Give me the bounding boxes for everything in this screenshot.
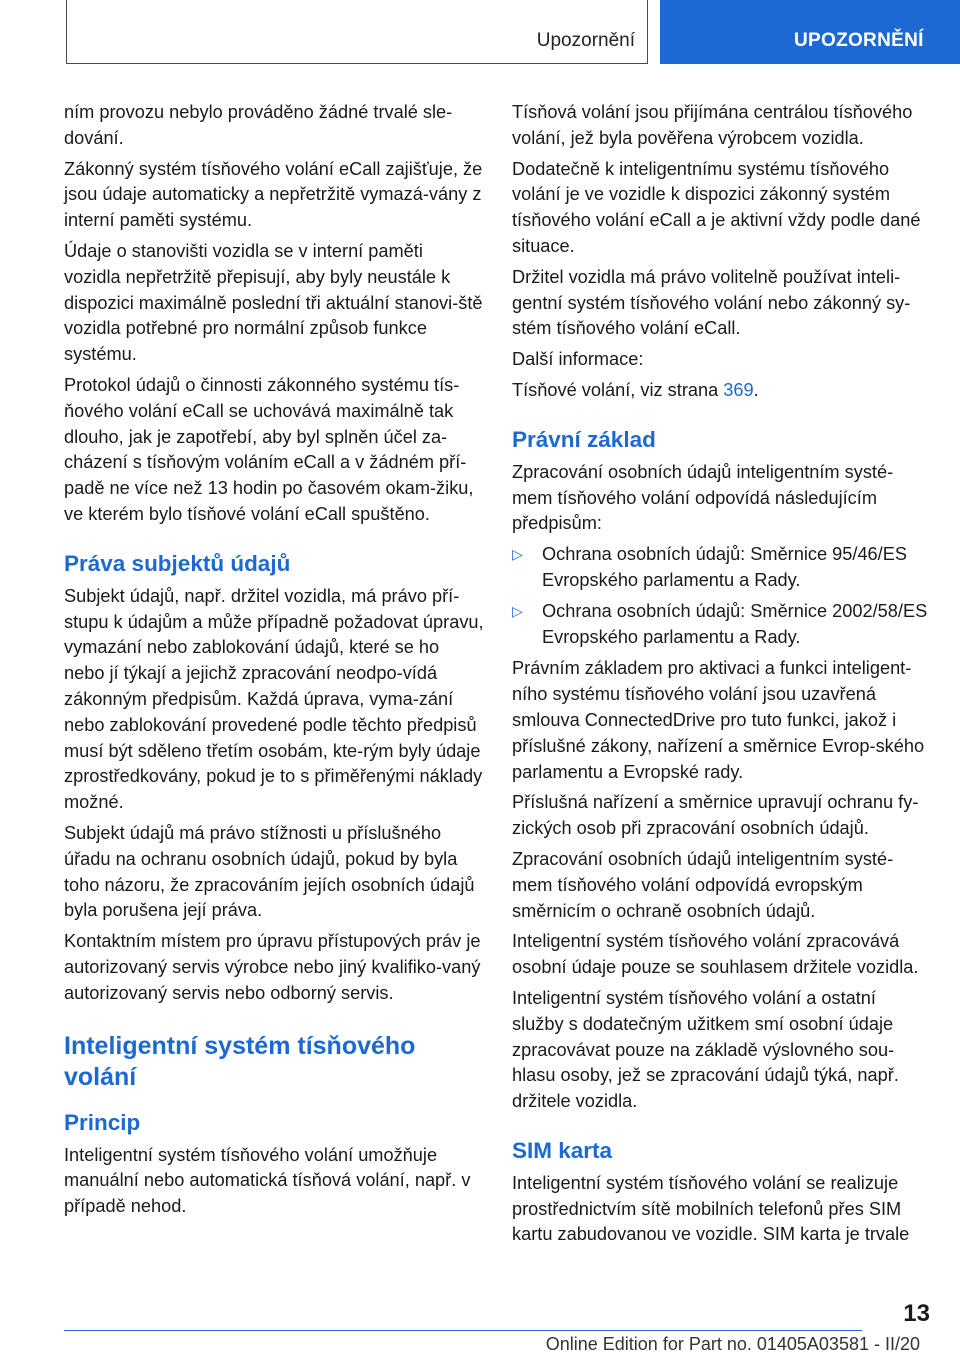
header-section-box	[66, 0, 648, 64]
reference-suffix: .	[753, 379, 759, 400]
list-item	[512, 542, 932, 594]
page-number: 13	[903, 1300, 930, 1327]
list-item-text: Ochrana osobních údajů: Směrnice 2002/58/ES Evropského parlamentu a Rady.	[542, 600, 928, 647]
regulation-list	[512, 542, 932, 650]
paragraph-page-reference	[512, 378, 932, 404]
paragraph: Kontaktním místem pro úpravu přístupových práv je autorizovaný servis výrobce nebo jiný kvalifiko-vaný autorizovaný servis nebo odborný servis.	[64, 931, 481, 1003]
footer-edition: Online Edition for Part no. 01405A03581 - II/20	[545, 1334, 920, 1354]
paragraph: Tísňová volání jsou přijímána centrálou tísňového volání, jež byla pověřena výrobcem vozidla.	[512, 102, 913, 148]
footer-divider	[64, 1330, 862, 1331]
paragraph: Dodatečně k inteligentnímu systému tísňového volání je ve vozidle k dispozici zákonný systém tísňového volání eCall a je aktivní vždy podle dané situace.	[512, 158, 921, 256]
paragraph: Zpracování osobních údajů inteligentním systé-mem tísňového volání odpovídá evropským směrnicím o ochraně osobních údajů.	[512, 848, 894, 921]
paragraph: Inteligentní systém tísňového volání a ostatní služby s dodatečným užitkem smí osobní údaje zpracovávat pouze na základě výslovného sou-hlasu osoby, jež se zpracování údajů týká, např. držitele vozidla.	[512, 987, 899, 1112]
paragraph: Subjekt údajů má právo stížnosti u příslušného úřadu na ochranu osobních údajů, pokud by byla toho názoru, že zpracováním jejích osobních údajů byla porušena její práva.	[64, 822, 475, 921]
reference-text: Tísňové volání, viz strana	[512, 379, 724, 400]
list-item	[512, 599, 932, 651]
heading-legal-basis: Právní základ	[512, 426, 656, 452]
heading-data-subject-rights: Práva subjektů údajů	[64, 550, 291, 576]
left-column	[64, 100, 484, 1225]
paragraph: Držitel vozidla má právo volitelně používat inteli-gentní systém tísňového volání nebo zákonný sy-stém tísňového volání eCall.	[512, 266, 911, 339]
paragraph: Údaje o stanovišti vozidla se v interní paměti vozidla nepřetržitě přepisují, aby byly neustále k dispozici maximálně poslední tři aktuální stanovi-ště vozidla potřebné pro normální způsob funkce systému.	[64, 240, 483, 365]
header-chapter-tab[interactable]	[660, 0, 960, 64]
triangle-bullet-icon: ▷	[512, 546, 523, 563]
header-chapter-label: UPOZORNĚNÍ	[794, 30, 924, 51]
paragraph: Další informace:	[512, 349, 644, 370]
paragraph: Zákonný systém tísňového volání eCall zajišťuje, že jsou údaje automaticky a nepřetržitě vymazá-vány z interní paměti systému.	[64, 158, 483, 231]
paragraph: Inteligentní systém tísňového volání zpracovává osobní údaje pouze se souhlasem držitele vozidla.	[512, 931, 919, 978]
header-section-title: Upozornění	[536, 30, 635, 51]
right-column	[512, 100, 932, 1253]
paragraph: Protokol údajů o činnosti zákonného systému tís-ňového volání eCall se uchovává maximálně tak dlouho, jak je zapotřebí, aby byl splněn účel za-cházení s tísňovým voláním eCall a v žádném pří-padě ne více než 13 hodin po časovém okam-žiku, ve kterém bylo tísňové volání eCall spuštěno.	[64, 374, 474, 524]
heading-sim-card: SIM karta	[512, 1137, 613, 1163]
paragraph: Inteligentní systém tísňového volání se realizuje prostřednictvím sítě mobilních telefonů přes SIM kartu zabudovanou ve vozidle. SIM karta je trvale	[512, 1172, 910, 1245]
paragraph: Zpracování osobních údajů inteligentním systé-mem tísňového volání odpovídá následujícím předpisům:	[512, 461, 894, 534]
heading-intelligent-emergency-call: Inteligentní systém tísňového volání	[64, 1031, 416, 1091]
paragraph: Právním základem pro aktivaci a funkci inteligent-ního systému tísňového volání jsou uzavřená smlouva ConnectedDrive pro tuto funkci, jakož i příslušné zákony, nařízení a směrnice Evrop-ského parlamentu a Evropské rady.	[512, 658, 925, 782]
paragraph: Subjekt údajů, např. držitel vozidla, má právo pří-stupu k údajům a může případně požadovat úpravu, vymazání nebo zablokování údajů, které se ho nebo jí týkají a jejichž zpracování neodpo-vídá zákonným předpisům. Každá úprava, vyma-zání nebo zablokování provedené podle těchto předpisů musí být sděleno třetím osobám, kte-rým byly údaje zprostředkovány, pokud je to s přiměřenými náklady možné.	[64, 585, 484, 813]
heading-principle: Princip	[64, 1109, 141, 1135]
page-link-369[interactable]: 369	[723, 379, 754, 400]
list-item-text: Ochrana osobních údajů: Směrnice 95/46/ES Evropského parlamentu a Rady.	[542, 544, 907, 590]
paragraph: Inteligentní systém tísňového volání umožňuje manuální nebo automatická tísňová volání, např. v případě nehod.	[64, 1144, 471, 1217]
paragraph: Příslušná nařízení a směrnice upravují ochranu fy-zických osob při zpracování osobních údajů.	[512, 792, 919, 839]
paragraph: ním provozu nebylo prováděno žádné trvalé sle-dování.	[64, 102, 453, 148]
triangle-bullet-icon: ▷	[512, 602, 523, 619]
